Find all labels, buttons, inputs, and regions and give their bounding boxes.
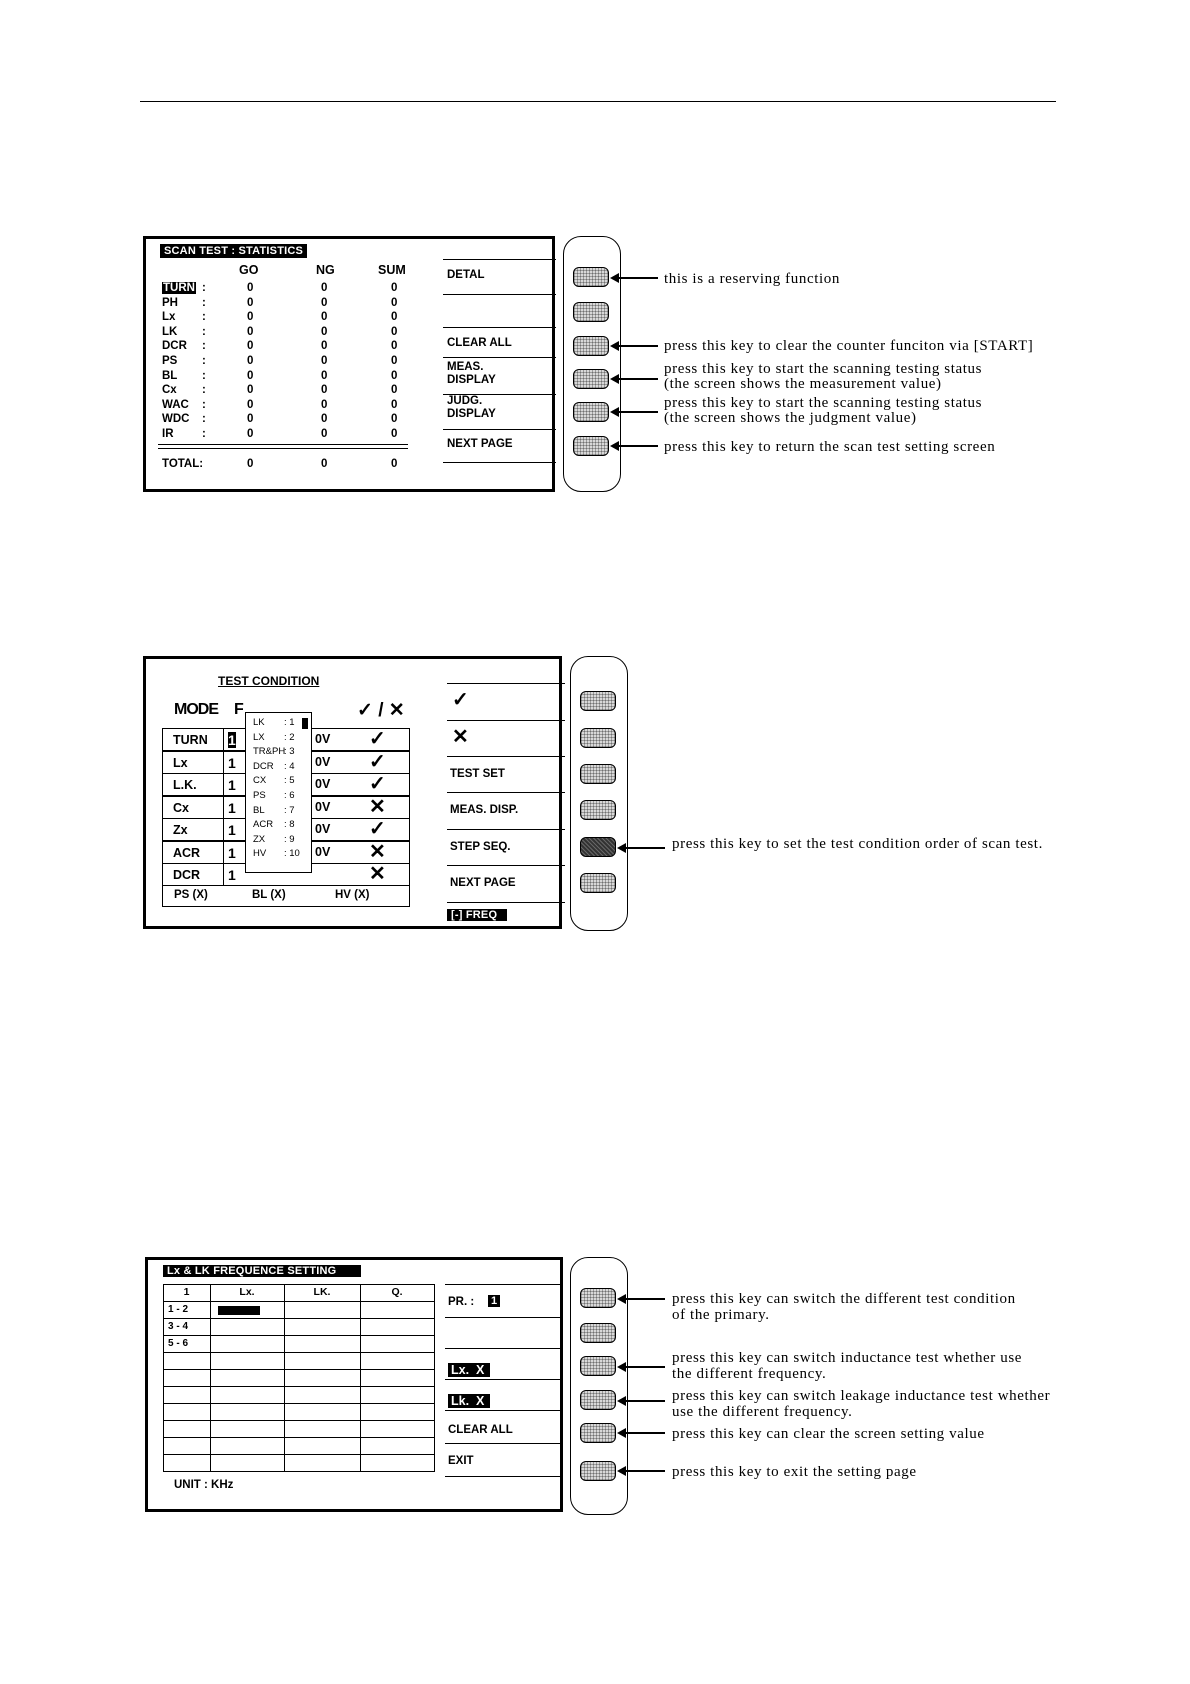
freq-value[interactable]: 1 <box>228 777 236 793</box>
arrow <box>619 1432 665 1434</box>
freq-setting-screen <box>145 1257 563 1512</box>
menu-item-5[interactable]: CLEAR ALL <box>448 1424 513 1436</box>
popup-item-name[interactable]: ZX <box>253 833 266 845</box>
row-label: WDC <box>162 413 190 426</box>
volt-value: 0V <box>315 799 331 814</box>
table-cell[interactable] <box>360 1335 435 1353</box>
softkey-4[interactable] <box>573 369 609 389</box>
row-go: 0 <box>247 340 254 353</box>
scan-statistics-title: SCAN TEST : STATISTICS <box>160 244 307 258</box>
total-go: 0 <box>247 458 254 470</box>
row-ng: 0 <box>321 428 328 440</box>
popup-item-name[interactable]: CX <box>253 775 267 787</box>
arrow <box>612 411 658 413</box>
row-sum: 0 <box>391 282 398 294</box>
row-label: BL <box>162 369 178 382</box>
test-condition-screen <box>143 656 562 929</box>
arrow <box>612 445 658 447</box>
note-judg-display: press this key to start the scanning testing status (the screen shows the judgment value) <box>664 395 983 426</box>
menu-item-5[interactable]: JUDG. DISPLAY <box>447 395 496 420</box>
menu-divider <box>445 1379 563 1380</box>
freq-value[interactable]: 1 <box>228 867 236 883</box>
row-label: 1 - 2 <box>168 1304 189 1315</box>
table-cell[interactable] <box>360 1403 435 1421</box>
volt-value: 0V <box>315 844 331 859</box>
test-condition-title: TEST CONDITION <box>218 674 320 688</box>
row-ng: 0 <box>321 384 328 397</box>
popup-item-num: : 2 <box>284 731 295 743</box>
note-next-page: press this key to return the scan test setting screen <box>664 439 996 455</box>
judge-mark[interactable]: ✕ <box>369 795 386 818</box>
table-cell[interactable] <box>284 1335 361 1353</box>
menu-divider <box>445 1410 563 1411</box>
menu-divider <box>447 683 565 684</box>
table-cell[interactable] <box>360 1386 435 1404</box>
popup-item-name[interactable]: TR&PH <box>253 746 286 758</box>
row-go: 0 <box>247 282 254 294</box>
popup-item-name[interactable]: BL <box>253 804 265 816</box>
arrow <box>612 277 658 279</box>
table-cell[interactable] <box>210 1437 285 1455</box>
table-cell[interactable] <box>284 1352 361 1370</box>
menu-divider <box>447 902 565 903</box>
row-sum: 0 <box>391 296 398 309</box>
popup-item-name[interactable]: PS <box>253 790 266 801</box>
popup-item-num: : 3 <box>284 746 295 758</box>
table-header: Q. <box>391 1286 403 1298</box>
popup-item-name[interactable]: LK <box>253 717 265 728</box>
total-ng: 0 <box>321 458 328 470</box>
menu-divider <box>445 1443 563 1444</box>
footer-hv: HV (X) <box>335 889 370 901</box>
row-label: PS <box>162 355 178 367</box>
menu-item-4[interactable]: MEAS. DISP. <box>450 804 519 816</box>
note-primary: press this key can switch the different test condition of the primary. <box>672 1291 1016 1323</box>
check-header: ✓ / ✕ <box>357 700 405 721</box>
row-sep: : <box>202 398 206 411</box>
arrow <box>612 378 658 380</box>
row-ng: 0 <box>321 296 328 309</box>
menu-item-1[interactable]: DETAL <box>447 269 485 281</box>
softkey-5[interactable] <box>580 1423 616 1443</box>
softkey-2[interactable] <box>580 1323 616 1343</box>
menu-divider <box>445 1476 563 1477</box>
menu-item-5[interactable]: STEP SEQ. <box>450 841 511 853</box>
table-cell <box>163 1437 211 1455</box>
table-cell[interactable] <box>284 1420 361 1438</box>
total-label: TOTAL: <box>162 458 204 470</box>
mode-name: TURN <box>173 733 208 747</box>
row-ng: 0 <box>321 369 328 382</box>
mode-cell <box>162 818 224 841</box>
table-cell[interactable] <box>284 1386 361 1404</box>
row-ng: 0 <box>321 355 328 367</box>
table-cell[interactable] <box>210 1454 285 1472</box>
row-sep: : <box>202 355 206 367</box>
menu-item-3[interactable]: Lx. X <box>448 1363 490 1377</box>
popup-item-num: : 8 <box>284 819 295 831</box>
row-go: 0 <box>247 384 254 397</box>
freq-value[interactable]: 1 <box>228 754 236 771</box>
menu-divider <box>443 462 556 463</box>
table-cell[interactable] <box>284 1301 361 1319</box>
table-cell <box>163 1420 211 1438</box>
menu-divider <box>443 429 556 430</box>
softkey-3[interactable] <box>573 336 609 356</box>
table-header: 1 <box>183 1286 190 1298</box>
note-step-seq: press this key to set the test condition order of scan test. <box>672 836 1043 852</box>
arrow <box>612 345 658 347</box>
table-cell[interactable] <box>360 1420 435 1438</box>
volt-value: 0V <box>315 754 331 769</box>
row-go: 0 <box>247 355 254 367</box>
menu-divider <box>447 792 565 793</box>
popup-item-num: : 4 <box>284 760 295 772</box>
unit-label: UNIT : KHz <box>174 1479 234 1491</box>
step-sequence-popup[interactable] <box>245 712 312 873</box>
table-cell[interactable] <box>210 1369 285 1387</box>
test-condition-key-panel <box>570 656 628 931</box>
row-label: DCR <box>162 340 187 353</box>
f-label: F <box>234 701 244 718</box>
mode-cell <box>162 796 224 819</box>
row-label: 5 - 6 <box>168 1338 189 1349</box>
header-rule <box>140 101 1056 102</box>
table-cell[interactable] <box>210 1420 285 1438</box>
row-label: PH <box>162 296 178 309</box>
row-sep: : <box>202 282 206 294</box>
row-ng: 0 <box>321 398 328 411</box>
table-cell[interactable] <box>284 1369 361 1387</box>
row-ng: 0 <box>321 413 328 426</box>
table-header: LK. <box>313 1286 331 1298</box>
table-cell <box>163 1403 211 1421</box>
arrow <box>619 1298 665 1300</box>
softkey-4[interactable] <box>580 1390 616 1410</box>
row-sep: : <box>202 296 206 309</box>
mode-name: Lx <box>173 755 188 770</box>
col-ng: NG <box>316 263 335 277</box>
row-sum: 0 <box>391 384 398 397</box>
row-ng: 0 <box>321 340 328 353</box>
freq-value[interactable]: 1 <box>228 822 236 838</box>
row-sep: : <box>202 369 206 382</box>
row-sep: : <box>202 413 206 426</box>
menu-divider <box>447 865 565 866</box>
table-header: Lx. <box>239 1286 255 1298</box>
popup-item-num: : 1 <box>284 717 295 728</box>
freq-setting-title: Lx & LK FREQUENCE SETTING <box>163 1265 361 1277</box>
menu-divider <box>443 259 556 260</box>
judge-mark[interactable]: ✓ <box>369 773 386 795</box>
table-cell[interactable] <box>210 1403 285 1421</box>
table-cell <box>163 1369 211 1387</box>
table-cell[interactable] <box>210 1318 285 1336</box>
mode-name: Zx <box>173 823 188 837</box>
row-go: 0 <box>247 311 254 324</box>
scan-statistics-screen <box>143 236 555 492</box>
input-cursor[interactable] <box>218 1306 260 1315</box>
menu-item-3[interactable]: CLEAR ALL <box>447 337 512 349</box>
softkey-6[interactable] <box>580 1461 616 1481</box>
menu-footer-freq: [-] FREQ <box>447 909 507 921</box>
table-cell[interactable] <box>284 1454 361 1472</box>
row-go: 0 <box>247 398 254 411</box>
table-cell[interactable] <box>210 1386 285 1404</box>
freq-value[interactable]: 1 <box>228 732 236 748</box>
row-sep: : <box>202 428 206 440</box>
row-label: WAC <box>162 398 189 411</box>
footer-ps: PS (X) <box>174 889 208 901</box>
row-ng: 0 <box>321 311 328 324</box>
softkey-4[interactable] <box>580 800 616 820</box>
popup-item-name[interactable]: HV <box>253 848 267 860</box>
total-rule-1 <box>158 444 408 445</box>
pr-label: PR. : <box>448 1296 475 1308</box>
popup-cursor <box>302 718 308 729</box>
row-ng: 0 <box>321 282 328 294</box>
mode-cell <box>162 751 224 774</box>
menu-item-2[interactable]: ✕ <box>452 726 469 748</box>
softkey-3[interactable] <box>580 1356 616 1376</box>
row-sum: 0 <box>391 398 398 411</box>
row-go: 0 <box>247 413 254 426</box>
note-leakage: press this key can switch leakage inductance test whether use the different frequency. <box>672 1388 1051 1420</box>
mode-name: ACR <box>173 845 201 860</box>
menu-divider <box>447 756 565 757</box>
judge-mark[interactable]: ✓ <box>369 728 386 750</box>
popup-item-num: : 7 <box>284 804 295 816</box>
total-rule-2 <box>158 448 408 449</box>
menu-item-4[interactable]: Lk. X <box>448 1394 490 1408</box>
menu-divider <box>447 829 565 830</box>
footer-bl: BL (X) <box>252 889 286 901</box>
table-cell[interactable] <box>360 1369 435 1387</box>
table-cell[interactable] <box>360 1454 435 1472</box>
softkey-6[interactable] <box>580 873 616 893</box>
popup-item-name[interactable]: DCR <box>253 760 274 772</box>
table-cell <box>163 1386 211 1404</box>
row-go: 0 <box>247 369 254 382</box>
menu-divider <box>445 1317 563 1318</box>
softkey-1[interactable] <box>580 691 616 711</box>
arrow <box>619 1366 665 1368</box>
judge-mark[interactable]: ✕ <box>369 863 386 885</box>
volt-value: 0V <box>315 732 331 746</box>
menu-divider <box>445 1348 563 1349</box>
menu-divider <box>445 1284 563 1285</box>
row-label: IR <box>162 428 174 440</box>
row-label: 3 - 4 <box>168 1321 189 1332</box>
table-cell[interactable] <box>210 1335 285 1353</box>
softkey-2[interactable] <box>580 728 616 748</box>
row-sum: 0 <box>391 340 398 353</box>
row-sum: 0 <box>391 413 398 426</box>
menu-divider <box>443 357 556 358</box>
arrow <box>619 1400 665 1402</box>
volt-value: 0V <box>315 777 331 791</box>
row-label: LK <box>162 325 178 338</box>
note-meas-display: press this key to start the scanning testing status (the screen shows the measurement value) <box>664 361 983 392</box>
softkey-6[interactable] <box>573 436 609 456</box>
table-cell[interactable] <box>284 1318 361 1336</box>
mode-name: L.K. <box>173 778 197 792</box>
row-label: Lx <box>162 311 176 324</box>
judge-mark[interactable]: ✓ <box>369 750 386 773</box>
popup-item-num: : 5 <box>284 775 295 787</box>
softkey-3[interactable] <box>580 764 616 784</box>
table-cell[interactable] <box>360 1318 435 1336</box>
row-ng: 0 <box>321 325 328 338</box>
row-sep: : <box>202 384 206 397</box>
table-cell[interactable] <box>284 1437 361 1455</box>
menu-divider <box>443 327 556 328</box>
note-reserving: this is a reserving function <box>664 271 840 287</box>
col-sum: SUM <box>378 263 406 277</box>
note-exit: press this key to exit the setting page <box>672 1464 917 1480</box>
freq-value[interactable]: 1 <box>228 844 236 861</box>
menu-divider <box>443 294 556 295</box>
table-cell[interactable] <box>360 1437 435 1455</box>
pr-value[interactable]: 1 <box>488 1295 500 1307</box>
col-go: GO <box>239 263 259 277</box>
judge-mark[interactable]: ✕ <box>369 840 386 863</box>
table-cell[interactable] <box>210 1352 285 1370</box>
softkey-5[interactable] <box>580 837 616 857</box>
row-sep: : <box>202 340 206 353</box>
mode-label: MODE <box>174 701 218 718</box>
row-sep: : <box>202 325 206 338</box>
row-label: Cx <box>162 384 177 397</box>
arrow <box>619 847 665 849</box>
volt-value: 0V <box>315 822 331 836</box>
row-sum: 0 <box>391 428 398 440</box>
popup-item-name[interactable]: ACR <box>253 819 274 831</box>
row-sep: : <box>202 311 206 324</box>
row-sum: 0 <box>391 311 398 324</box>
menu-item-3[interactable]: TEST SET <box>450 768 505 780</box>
softkey-1[interactable] <box>573 267 609 287</box>
note-inductance: press this key can switch inductance test whether use the different frequency. <box>672 1350 1023 1382</box>
menu-item-6[interactable]: NEXT PAGE <box>447 438 513 450</box>
softkey-2[interactable] <box>573 302 609 322</box>
row-go: 0 <box>247 428 254 440</box>
judge-mark[interactable]: ✓ <box>369 818 386 840</box>
row-sum: 0 <box>391 369 398 382</box>
table-cell <box>163 1352 211 1370</box>
table-cell[interactable] <box>360 1352 435 1370</box>
softkey-1[interactable] <box>580 1288 616 1308</box>
table-cell <box>163 1454 211 1472</box>
row-label: TURN <box>163 282 195 294</box>
row-go: 0 <box>247 325 254 338</box>
menu-item-6[interactable]: EXIT <box>448 1455 474 1467</box>
popup-item-num: : 10 <box>284 848 300 860</box>
note-clear-all: press this key can clear the screen setting value <box>672 1426 985 1442</box>
softkey-5[interactable] <box>573 402 609 422</box>
popup-item-num: : 6 <box>284 790 295 801</box>
popup-item-name[interactable]: LX <box>253 731 265 743</box>
row-sum: 0 <box>391 325 398 338</box>
mode-name: Cx <box>173 800 189 815</box>
menu-item-1[interactable]: ✓ <box>452 689 469 711</box>
menu-divider <box>447 720 565 721</box>
table-cell[interactable] <box>360 1301 435 1319</box>
row-sum: 0 <box>391 355 398 367</box>
mode-name: DCR <box>173 868 201 882</box>
row-go: 0 <box>247 296 254 309</box>
total-sum: 0 <box>391 458 398 470</box>
table-cell[interactable] <box>284 1403 361 1421</box>
arrow <box>619 1470 665 1472</box>
menu-item-6[interactable]: NEXT PAGE <box>450 877 516 889</box>
menu-item-4[interactable]: MEAS. DISPLAY <box>447 361 496 386</box>
freq-value[interactable]: 1 <box>228 799 236 816</box>
popup-item-num: : 9 <box>284 833 295 845</box>
note-clear-all: press this key to clear the counter funciton via [START] <box>664 338 1034 354</box>
